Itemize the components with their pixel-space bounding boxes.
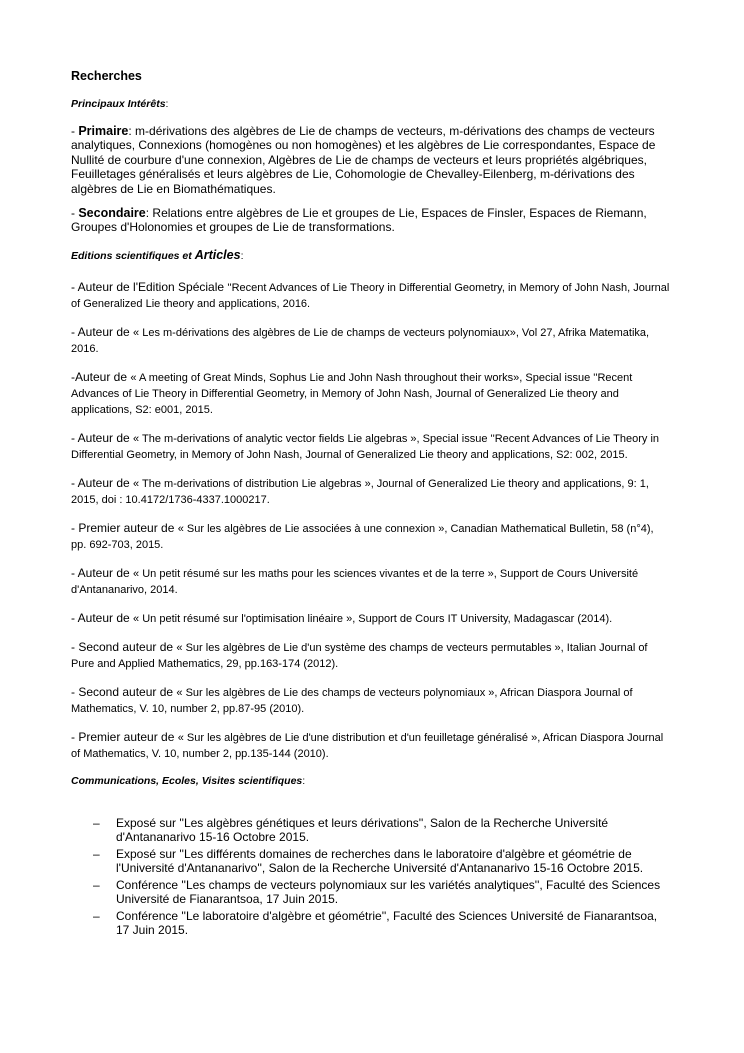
- publication-item: [71, 729, 671, 762]
- publication-item: [71, 684, 671, 717]
- publication-item: [71, 610, 671, 627]
- publication-body: « Les m-dérivations des algèbres de Lie de champs de vecteurs polynomiaux», Vol 27, Afrika Matematika, 2016.: [71, 326, 650, 355]
- communications-heading-colon: :: [302, 774, 306, 787]
- list-item: [71, 909, 671, 937]
- primary-text: : m-dérivations des algèbres de Lie de champs de vecteurs, m-dérivations des champs de vecteurs analytiques, Connexions (homogènes ou non homogènes) et les algèbres de Lie correspondantes, Espace de Nullité de courbure d'une connexion, Algèbres de Lie de champs de vecteurs et leurs propriétés algébriques, Feuilletages généralisés et leurs algèbres de Lie, Cohomologie de Chevalley-Eilenberg, m-dérivations des algèbres de Lie en Biomathématiques.: [71, 124, 656, 196]
- publication-lead: - Second auteur de: [71, 639, 177, 654]
- secondary-text: : Relations entre algèbres de Lie et groupes de Lie, Espaces de Finsler, Espaces de Riemann, Groupes d'Holonomies et groupes de Lie de transformations.: [71, 206, 647, 235]
- editions-heading: [71, 248, 671, 263]
- publication-lead: - Auteur de: [71, 610, 134, 625]
- communication-text: Exposé sur ''Les algèbres génétiques et leurs dérivations'', Salon de la Recherche Université d'Antananarivo 15-16 Octobre 2015.: [116, 815, 609, 844]
- editions-heading-colon: :: [240, 249, 244, 262]
- publication-lead: - Premier auteur de: [71, 729, 178, 744]
- document-page: [71, 68, 671, 940]
- secondary-prefix: -: [71, 206, 79, 221]
- publication-body: « The m-derivations of distribution Lie algebras », Journal of Generalized Lie theory and applications, 9: 1, 2015, doi : 10.4172/1736-4337.1000217.: [71, 477, 649, 506]
- publication-item: [71, 565, 671, 598]
- publications-list: [71, 279, 671, 762]
- communication-text: Exposé sur ''Les différents domaines de recherches dans le laboratoire d'algèbre et géométrie de l'Université d'Antananarivo'', Salon de la Recherche Université d'Antananarivo 15-16 Octobre 2015.: [116, 846, 644, 875]
- secondary-label: Secondaire: [78, 206, 146, 221]
- publication-body: « Sur les algèbres de Lie d'une distribution et d'un feuilletage généralisé », African Diaspora Journal of Mathematics, V. 10, number 2, pp.135-144 (2010).: [71, 731, 664, 760]
- editions-heading-part2: Articles: [194, 247, 241, 262]
- communication-text: Conférence ''Les champs de vecteurs polynomiaux sur les variétés analytiques'', Faculté des Sciences Université de Fianarantsoa, 17 Juin 2015.: [116, 877, 661, 906]
- section-title: Recherches: [71, 69, 142, 83]
- communications-heading-text: Communications, Ecoles, Visites scientifiques: [71, 774, 303, 787]
- communications-list: [71, 816, 671, 937]
- publication-lead: - Premier auteur de: [71, 520, 178, 535]
- publication-item: [71, 639, 671, 672]
- publication-body: « Sur les algèbres de Lie des champs de vecteurs polynomiaux », African Diaspora Journal of Mathematics, V. 10, number 2, pp.87-95 (2010).: [71, 686, 633, 715]
- primary-interests: [71, 124, 671, 196]
- publication-body: « The m-derivations of analytic vector fields Lie algebras », Special issue ''Recent Advances of Lie Theory in Differential Geometry, in Memory of John Nash, Journal of Generalized Lie theory and applications, S2: 002, 2015.: [71, 432, 660, 461]
- publication-item: [71, 279, 671, 312]
- publication-item: [71, 475, 671, 508]
- publication-item: [71, 369, 671, 418]
- interests-heading-text: Principaux Intérêts: [71, 98, 166, 110]
- publication-lead: -Auteur de: [71, 369, 131, 384]
- publication-lead: - Second auteur de: [71, 684, 177, 699]
- primary-prefix: -: [71, 124, 79, 138]
- publication-lead: - Auteur de: [71, 324, 134, 339]
- publication-lead: - Auteur de: [71, 565, 134, 580]
- publication-body: « Un petit résumé sur les maths pour les sciences vivantes et de la terre », Support de Cours Université d'Antananarivo, 2014.: [71, 567, 639, 596]
- list-item: [71, 816, 671, 844]
- primary-label: Primaire: [78, 124, 129, 138]
- interests-heading: [71, 97, 671, 111]
- dash-bullet: –: [93, 908, 100, 923]
- publication-body: ''Recent Advances of Lie Theory in Differential Geometry, in Memory of John Nash, Journal of Generalized Lie theory and applications, 2016.: [71, 281, 670, 310]
- publication-body: « Sur les algèbres de Lie d'un système des champs de vecteurs permutables », Italian Journal of Pure and Applied Mathematics, 29, pp.163-174 (2012).: [71, 641, 648, 670]
- dash-bullet: –: [93, 815, 100, 830]
- publication-body: « Sur les algèbres de Lie associées à une connexion », Canadian Mathematical Bulletin, 58 (n°4), pp. 692-703, 2015.: [71, 522, 654, 551]
- publication-item: [71, 430, 671, 463]
- publication-item: [71, 324, 671, 357]
- list-item: [71, 878, 671, 906]
- interests-heading-colon: :: [165, 98, 169, 110]
- publication-item: [71, 520, 671, 553]
- publication-body: « A meeting of Great Minds, Sophus Lie and John Nash throughout their works», Special issue ''Recent Advances of Lie Theory in Differential Geometry, in Memory of John Nash, Journal of Generalized Lie theory and applications, S2: e001, 2015.: [71, 371, 633, 416]
- publication-lead: - Auteur de l'Edition Spéciale: [71, 279, 228, 294]
- publication-lead: - Auteur de: [71, 475, 134, 490]
- dash-bullet: –: [93, 846, 100, 861]
- dash-bullet: –: [93, 877, 100, 892]
- publication-lead: - Auteur de: [71, 430, 134, 445]
- communications-heading: [71, 774, 671, 788]
- editions-heading-part1: Editions scientifiques et: [71, 249, 195, 262]
- communication-text: Conférence ''Le laboratoire d'algèbre et géométrie'', Faculté des Sciences Université de Fianarantsoa, 17 Juin 2015.: [116, 908, 658, 937]
- secondary-interests: [71, 206, 671, 235]
- publication-body: « Un petit résumé sur l'optimisation linéaire », Support de Cours IT University, Madagascar (2014).: [133, 612, 613, 625]
- list-item: [71, 847, 671, 875]
